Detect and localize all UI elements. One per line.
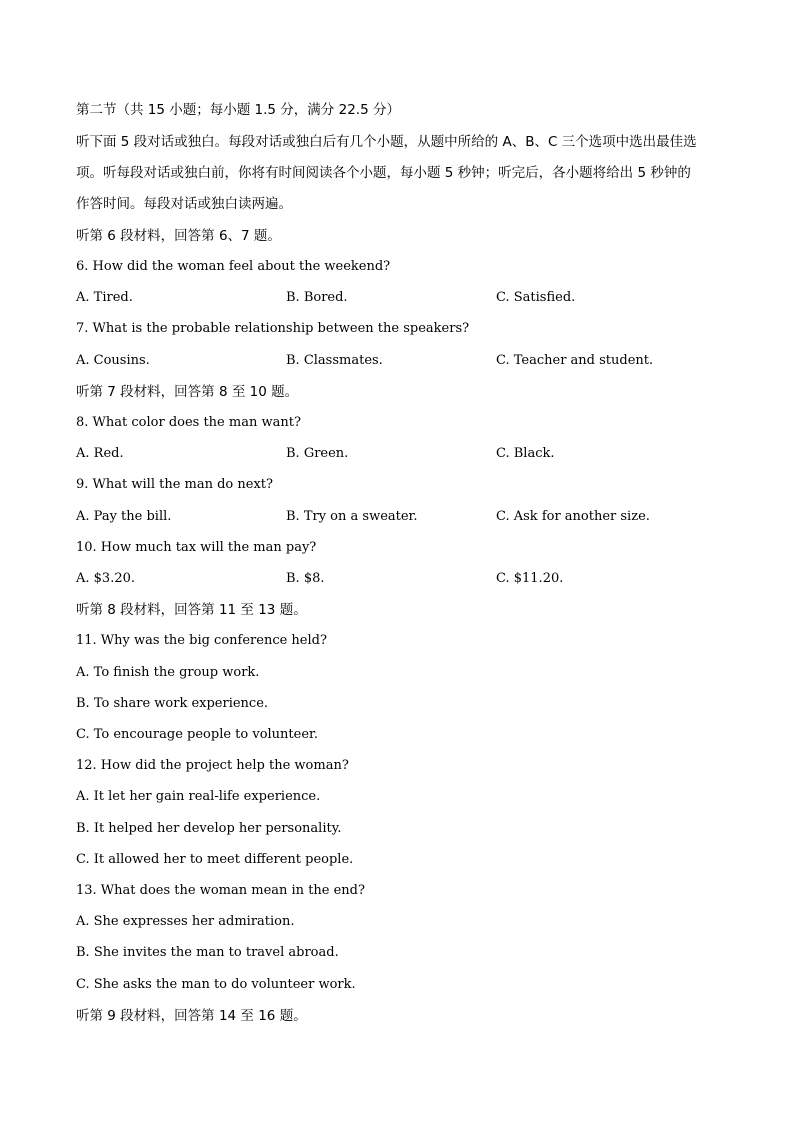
question-7-option-c: C. Teacher and student. bbox=[496, 353, 654, 368]
material-9-heading: 听第 9 段材料，回答第 14 至 16 题。 bbox=[76, 1008, 307, 1024]
question-10-option-b: B. $8. bbox=[286, 571, 325, 586]
question-11-option-b: B. To share work experience. bbox=[76, 696, 269, 711]
question-6-option-c: C. Satisfied. bbox=[496, 290, 576, 305]
question-6-option-b: B. Bored. bbox=[286, 290, 348, 305]
question-10-stem: 10. How much tax will the man pay? bbox=[76, 540, 317, 555]
question-11-option-c: C. To encourage people to volunteer. bbox=[76, 727, 318, 742]
question-12-option-b: B. It helped her develop her personality. bbox=[76, 821, 342, 836]
question-6-stem: 6. How did the woman feel about the weekend? bbox=[76, 259, 391, 274]
question-13-option-b: B. She invites the man to travel abroad. bbox=[76, 945, 339, 960]
question-7-stem: 7. What is the probable relationship between the speakers? bbox=[76, 321, 470, 336]
question-10-option-a: A. $3.20. bbox=[76, 571, 136, 586]
question-7-option-a: A. Cousins. bbox=[76, 353, 150, 368]
question-6-option-a: A. Tired. bbox=[76, 290, 133, 305]
question-13-option-a: A. She expresses her admiration. bbox=[76, 914, 295, 929]
instruction-line-2: 项。听每段对话或独白前，你将有时间阅读各个小题，每小题 5 秒钟；听完后，各小题将给出 5 秒钟的 bbox=[76, 165, 691, 181]
question-8-stem: 8. What color does the man want? bbox=[76, 415, 301, 430]
question-12-stem: 12. How did the project help the woman? bbox=[76, 758, 349, 773]
question-12-option-c: C. It allowed her to meet different people. bbox=[76, 852, 354, 867]
question-9-stem: 9. What will the man do next? bbox=[76, 477, 273, 492]
question-11-stem: 11. Why was the big conference held? bbox=[76, 633, 327, 648]
material-8-heading: 听第 8 段材料，回答第 11 至 13 题。 bbox=[76, 602, 307, 618]
section-heading: 第二节（共 15 小题；每小题 1.5 分，满分 22.5 分） bbox=[76, 102, 400, 118]
question-9-option-b: B. Try on a sweater. bbox=[286, 509, 418, 524]
question-9-options bbox=[76, 509, 736, 525]
question-9-option-c: C. Ask for another size. bbox=[496, 509, 650, 524]
question-8-option-b: B. Green. bbox=[286, 446, 349, 461]
question-7-options bbox=[76, 353, 736, 369]
question-10-options bbox=[76, 571, 736, 587]
instruction-line-1: 听下面 5 段对话或独白。每段对话或独白后有几个小题，从题中所给的 A、B、C 三个选项中选出最佳选 bbox=[76, 134, 697, 150]
material-6-heading: 听第 6 段材料，回答第 6、7 题。 bbox=[76, 228, 281, 244]
question-13-option-c: C. She asks the man to do volunteer work. bbox=[76, 977, 356, 992]
question-12-option-a: A. It let her gain real-life experience. bbox=[76, 789, 321, 804]
question-11-option-a: A. To finish the group work. bbox=[76, 665, 260, 680]
instruction-line-3: 作答时间。每段对话或独白读两遍。 bbox=[76, 196, 292, 212]
question-8-option-c: C. Black. bbox=[496, 446, 555, 461]
question-6-options bbox=[76, 290, 736, 306]
question-8-options bbox=[76, 446, 736, 462]
question-9-option-a: A. Pay the bill. bbox=[76, 509, 172, 524]
material-7-heading: 听第 7 段材料，回答第 8 至 10 题。 bbox=[76, 384, 299, 400]
question-7-option-b: B. Classmates. bbox=[286, 353, 383, 368]
question-8-option-a: A. Red. bbox=[76, 446, 124, 461]
question-10-option-c: C. $11.20. bbox=[496, 571, 564, 586]
question-13-stem: 13. What does the woman mean in the end? bbox=[76, 883, 365, 898]
